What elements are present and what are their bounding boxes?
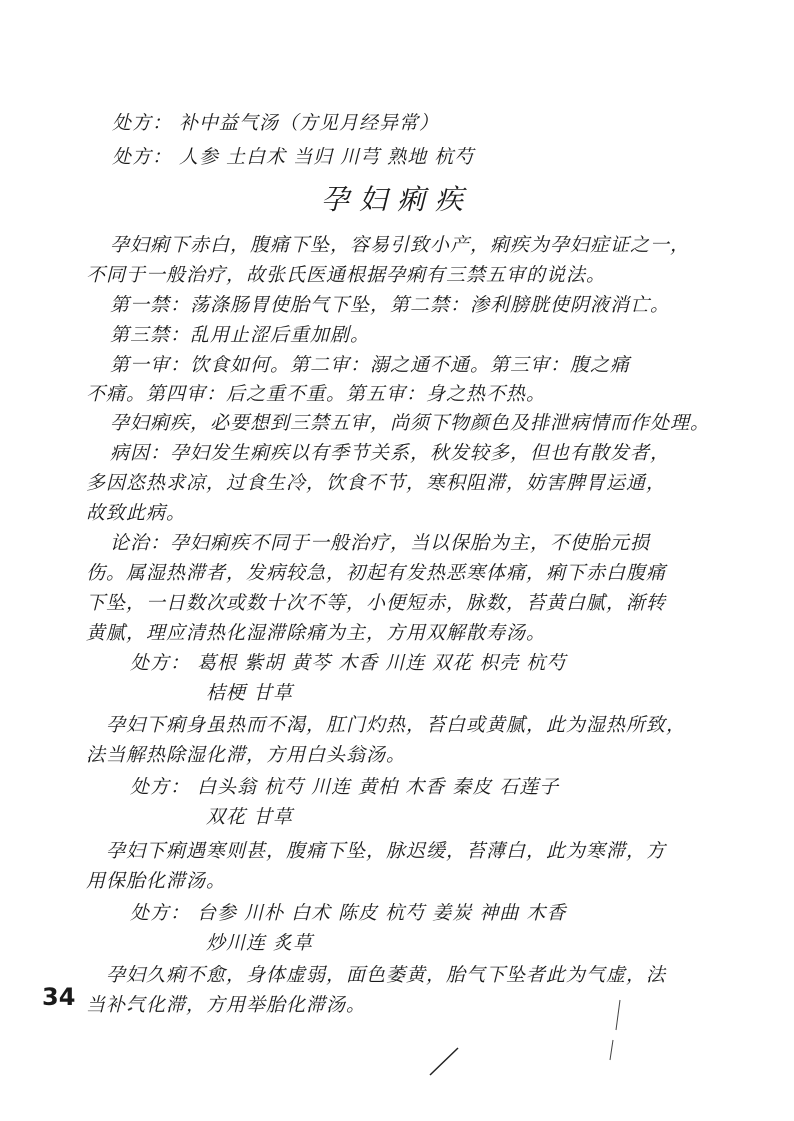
text-line: 当补气化滞，方用举胎化滞汤。 bbox=[86, 994, 367, 1016]
text-line: 孕妇痢下赤白，腹痛下坠，容易引致小产，痢疾为孕妇症证之一， bbox=[110, 234, 691, 256]
text-line: 第三禁：乱用止涩后重加剧。 bbox=[110, 324, 371, 346]
text-line: 不同于一般治疗，故张氏医通根据孕痢有三禁五审的说法。 bbox=[86, 264, 607, 286]
text-line: 多因恣热求凉，过食生冷，饮食不节，寒积阻滞，妨害脾胃运通， bbox=[86, 472, 667, 494]
top-recipe: 处方： 人参 土白术 当归 川芎 熟地 杭芍 bbox=[112, 146, 475, 168]
text-line: 黄腻，理应清热化湿滞除痛为主，方用双解散寿汤。 bbox=[86, 622, 547, 644]
text-line: 第一审：饮食如何。第二审：溺之通不通。第三审：腹之痛 bbox=[110, 354, 631, 376]
stray-stroke bbox=[610, 1040, 613, 1060]
text-line: 孕妇久痢不愈，身体虚弱，面色萎黄，胎气下坠者此为气虚，法 bbox=[106, 964, 667, 986]
text-line: 病因：孕妇发生痢疾以有季节关系，秋发较多，但也有散发者， bbox=[110, 442, 671, 464]
recipe-line: 炒川连 炙草 bbox=[206, 932, 314, 954]
stray-dot bbox=[128, 1008, 132, 1010]
recipe-line: 处方： 葛根 紫胡 黄芩 木香 川连 双花 枳壳 杭芍 bbox=[130, 652, 567, 674]
text-line: 孕妇痢疾，必要想到三禁五审，尚须下物颜色及排泄病情而作处理。 bbox=[110, 412, 711, 434]
text-line: 伤。属湿热滞者，发病较急，初起有发热恶寒体痛，痢下赤白腹痛 bbox=[86, 562, 667, 584]
recipe-line: 双花 甘草 bbox=[206, 806, 294, 828]
recipe-line: 处方： 白头翁 杭芍 川连 黄柏 木香 秦皮 石莲子 bbox=[130, 776, 560, 798]
text-line: 孕妇下痢身虽热而不渴，肛门灼热，苔白或黄腻，此为湿热所致， bbox=[106, 714, 687, 736]
page-title: 孕妇痢疾 bbox=[320, 183, 473, 216]
top-formula: 处方： 补中益气汤（方见月经异常） bbox=[112, 112, 440, 134]
text-line: 第一禁：荡涤肠胃使胎气下坠，第二禁：渗利膀胱使阴液消亡。 bbox=[110, 294, 671, 316]
recipe-line: 桔梗 甘草 bbox=[206, 682, 294, 704]
text-line: 用保胎化滞汤。 bbox=[86, 870, 227, 892]
text-line: 下坠，一日数次或数十次不等，小便短赤，脉数，苔黄白腻，渐转 bbox=[86, 592, 667, 614]
text-line: 不痛。第四审：后之重不重。第五审：身之热不热。 bbox=[86, 383, 547, 405]
text-line: 法当解热除湿化滞，方用白头翁汤。 bbox=[86, 744, 407, 766]
recipe-line: 处方： 台参 川朴 白术 陈皮 杭芍 姜炭 神曲 木香 bbox=[130, 902, 567, 924]
stray-stroke bbox=[616, 1000, 620, 1030]
text-line: 故致此病。 bbox=[86, 502, 187, 524]
text-line: 孕妇下痢遇寒则甚，腹痛下坠，脉迟缓，苔薄白，此为寒滞，方 bbox=[106, 840, 667, 862]
page-number: 34 bbox=[42, 983, 76, 1011]
text-line: 论治：孕妇痢疾不同于一般治疗，当以保胎为主，不使胎元损 bbox=[110, 532, 651, 554]
stray-stroke bbox=[430, 1048, 458, 1075]
